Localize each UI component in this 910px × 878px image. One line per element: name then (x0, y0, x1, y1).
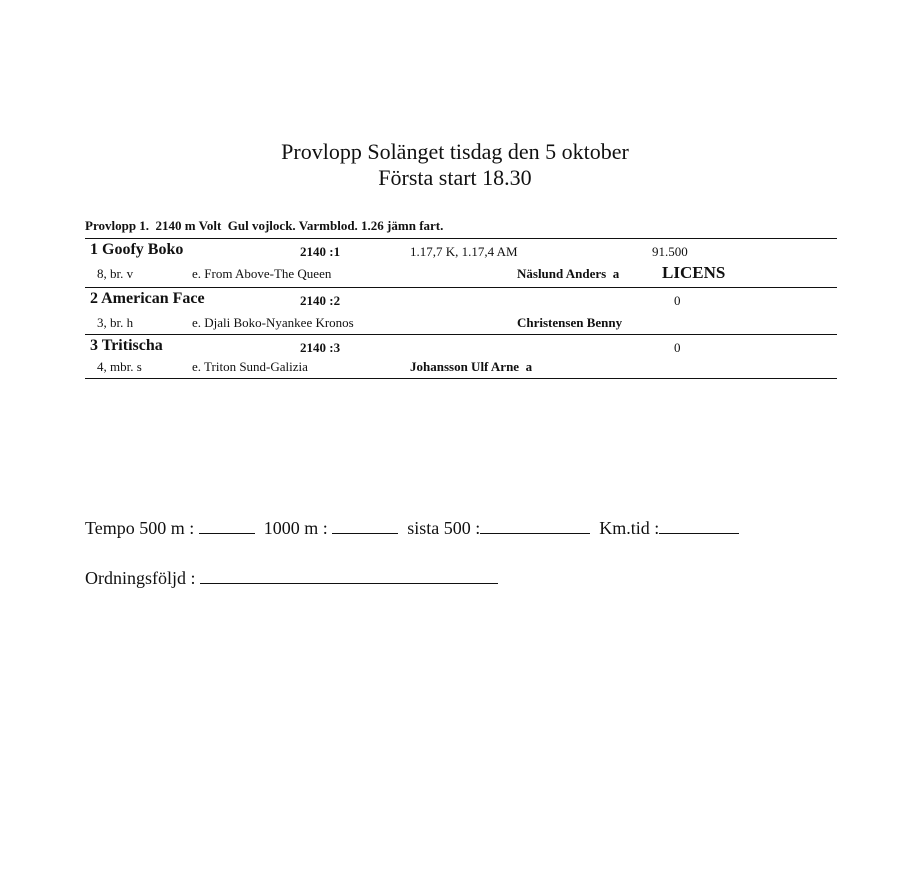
tempo-sista-blank[interactable] (480, 517, 590, 534)
horse-name: 3 Tritischa (90, 337, 163, 354)
page-subtitle: Första start 18.30 (378, 165, 532, 190)
earnings: 0 (674, 340, 681, 355)
pedigree: e. Djali Boko-Nyankee Kronos (192, 315, 354, 330)
start-distance: 2140 :2 (300, 293, 341, 308)
pedigree: e. From Above-The Queen (192, 266, 332, 281)
ordning-line (85, 567, 498, 589)
start-distance: 2140 :1 (300, 244, 341, 259)
licens-note: LICENS (662, 263, 726, 282)
start-distance: 2140 :3 (300, 340, 341, 355)
horse-name: 1 Goofy Boko (90, 241, 184, 258)
ordning-label: Ordningsföljd : (85, 568, 196, 588)
page-title: Provlopp Solänget tisdag den 5 oktober (281, 139, 629, 164)
pedigree: e. Triton Sund-Galizia (192, 359, 308, 374)
tempo-1000-blank[interactable] (332, 517, 398, 534)
tempo-sista-label: sista 500 : (407, 518, 481, 538)
kmtid-blank[interactable] (659, 517, 739, 534)
divider (85, 334, 837, 335)
horse-name: 2 American Face (90, 290, 205, 307)
kmtid-label: Km.tid : (599, 518, 660, 538)
earnings: 0 (674, 293, 681, 308)
race-header: Provlopp 1. 2140 m Volt Gul vojlock. Varmblod. 1.26 jämn fart. (85, 218, 444, 233)
driver: Näslund Anders a (517, 266, 620, 281)
tempo-1000-label: 1000 m : (263, 518, 328, 538)
ordning-blank[interactable] (200, 567, 498, 584)
driver: Johansson Ulf Arne a (410, 359, 533, 374)
horse-info: 3, br. h (97, 315, 134, 330)
tempo-500-blank[interactable] (199, 517, 255, 534)
horse-info: 8, br. v (97, 266, 134, 281)
tempo-line (85, 517, 739, 539)
horse-info: 4, mbr. s (97, 359, 142, 374)
divider (85, 287, 837, 288)
divider (85, 238, 837, 239)
driver: Christensen Benny (517, 315, 623, 330)
divider (85, 378, 837, 379)
earnings: 91.500 (652, 244, 688, 259)
record-time: 1.17,7 K, 1.17,4 AM (410, 244, 518, 259)
tempo-500-label: Tempo 500 m : (85, 518, 195, 538)
